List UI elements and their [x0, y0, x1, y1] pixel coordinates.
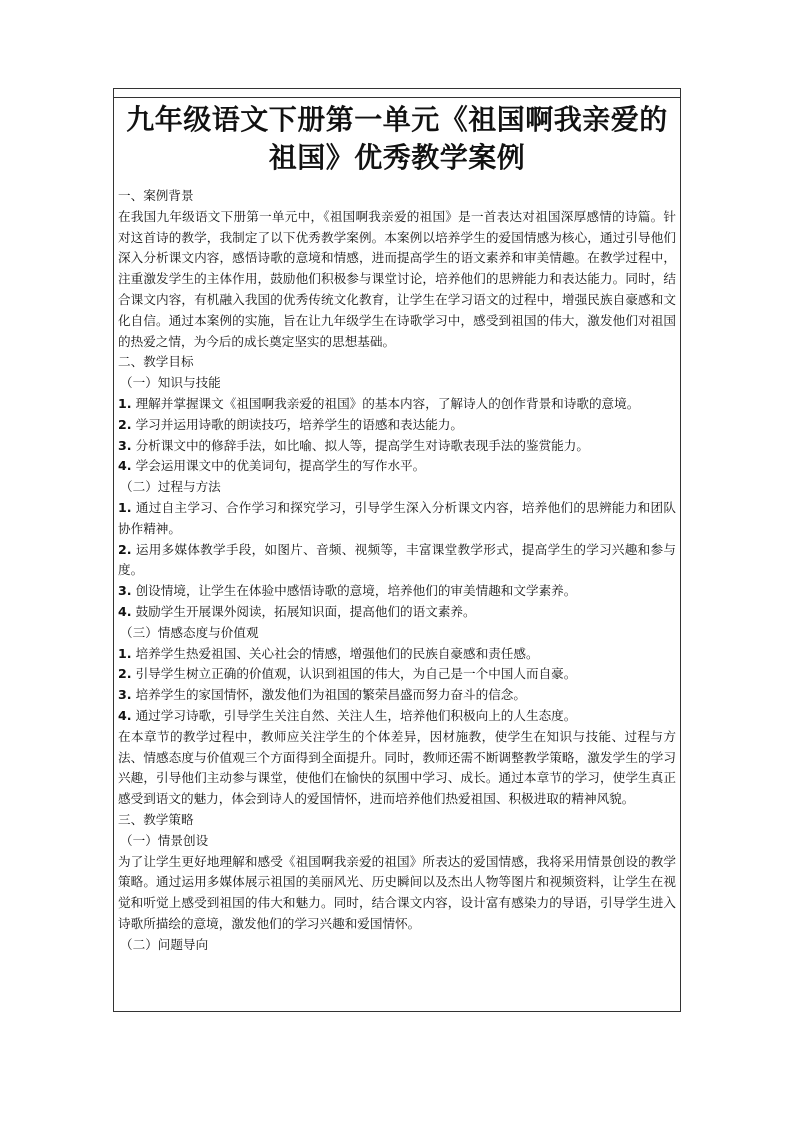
- item-number: 4.: [118, 603, 132, 619]
- title-line-2: 祖国》优秀教学案例: [268, 141, 526, 174]
- item-text: 引导学生树立正确的价值观，认识到祖国的伟大，为自己是一个中国人而自豪。: [135, 666, 577, 682]
- list-item: [118, 581, 676, 602]
- item-text: 通过学习诗歌，引导学生关注自然、关注人生，培养他们积极向上的人生态度。: [135, 707, 577, 723]
- list-item: [118, 436, 676, 457]
- list-item: [118, 685, 676, 706]
- section-heading: 二、教学目标: [118, 354, 194, 370]
- subsection-heading: （三）情感态度与价值观: [120, 624, 259, 640]
- subsection-heading: （一）知识与技能: [120, 375, 221, 391]
- list-item: [118, 498, 676, 540]
- document-body: [118, 186, 676, 955]
- item-text: 培养学生的家国情怀，激发他们为祖国的繁荣昌盛而努力奋斗的信念。: [135, 687, 526, 703]
- list-item: [118, 456, 676, 477]
- item-number: 3.: [118, 437, 132, 453]
- list-item: [118, 706, 676, 727]
- page-title: [120, 101, 674, 177]
- list-item: [118, 602, 676, 623]
- list-item: [118, 540, 676, 582]
- item-text: 培养学生热爱祖国、关心社会的情感，增强他们的民族自豪感和责任感。: [135, 645, 539, 661]
- title-line-1: 九年级语文下册第一单元《祖国啊我亲爱的: [126, 103, 668, 136]
- list-item: [118, 664, 676, 685]
- item-number: 2.: [118, 541, 132, 557]
- paragraph: 在我国九年级语文下册第一单元中，《祖国啊我亲爱的祖国》是一首表达对祖国深厚感情的诗篇。针对这首诗的教学，我制定了以下优秀教学案例。本案例以培养学生的爱国情感为核心，通过引导他们深入分析课文内容，感悟诗歌的意境和情感，进而提高学生的语文素养和审美情趣。在教学过程中，注重激发学生的主体作用，鼓励他们积极参与课堂讨论，培养他们的思辨能力和表达能力。同时，结合课文内容，有机融入我国的优秀传统文化教育，让学生在学习语文的过程中，增强民族自豪感和文化自信。通过本案例的实施，旨在让九年级学生在诗歌学习中，感受到祖国的伟大，激发他们对祖国的热爱之情，为今后的成长奠定坚实的思想基础。: [118, 208, 676, 349]
- subsection-heading: （一）情景创设: [120, 832, 209, 848]
- item-text: 通过自主学习、合作学习和探究学习，引导学生深入分析课文内容，培养他们的思辨能力和团队协作精神。: [118, 499, 676, 536]
- item-number: 1.: [118, 645, 132, 661]
- item-number: 4.: [118, 707, 132, 723]
- item-text: 鼓励学生开展课外阅读，拓展知识面，提高他们的语文素养。: [135, 603, 476, 619]
- item-text: 创设情境，让学生在体验中感悟诗歌的意境，培养他们的审美情趣和文学素养。: [135, 583, 577, 599]
- list-item: [118, 644, 676, 665]
- section-heading: 三、教学策略: [118, 811, 194, 827]
- paragraph: 在本章节的教学过程中，教师应关注学生的个体差异，因材施教，使学生在知识与技能、过程与方法、情感态度与价值观三个方面得到全面提升。同时，教师还需不断调整教学策略，激发学生的学习兴趣，引导他们主动参与课堂，使他们在愉快的氛围中学习、成长。通过本章节的学习，使学生真正感受到语文的魅力，体会到诗人的爱国情怀，进而培养他们热爱祖国、积极进取的精神风貌。: [118, 728, 676, 807]
- document-frame: [113, 88, 681, 1012]
- subsection-heading: （二）过程与方法: [120, 479, 221, 495]
- item-number: 1.: [118, 395, 132, 411]
- item-text: 运用多媒体教学手段，如图片、音频、视频等，丰富课堂教学形式，提高学生的学习兴趣和参与度。: [118, 541, 676, 578]
- item-number: 1.: [118, 499, 132, 515]
- subsection-heading: （二）问题导向: [120, 936, 209, 952]
- item-text: 分析课文中的修辞手法，如比喻、拟人等，提高学生对诗歌表现手法的鉴赏能力。: [135, 437, 589, 453]
- item-number: 3.: [118, 583, 132, 599]
- list-item: [118, 415, 676, 436]
- section-heading: 一、案例背景: [118, 188, 194, 203]
- paragraph: 为了让学生更好地理解和感受《祖国啊我亲爱的祖国》所表达的爱国情感，我将采用情景创设的教学策略。通过运用多媒体展示祖国的美丽风光、历史瞬间以及杰出人物等图片和视频资料，让学生在视觉和听觉上感受到祖国的伟大和魅力。同时，结合课文内容，设计富有感染力的导语，引导学生进入诗歌所描绘的意境，激发他们的学习兴趣和爱国情怀。: [118, 853, 676, 931]
- item-number: 2.: [118, 666, 132, 682]
- item-number: 3.: [118, 687, 132, 703]
- item-text: 学会运用课文中的优美词句，提高学生的写作水平。: [135, 458, 426, 474]
- item-number: 4.: [118, 458, 132, 474]
- item-text: 理解并掌握课文《祖国啊我亲爱的祖国》的基本内容，了解诗人的创作背景和诗歌的意境。: [135, 395, 640, 411]
- item-number: 2.: [118, 416, 132, 432]
- item-text: 学习并运用诗歌的朗读技巧，培养学生的语感和表达能力。: [135, 416, 464, 432]
- list-item: [118, 394, 676, 415]
- header-rule: [114, 89, 680, 98]
